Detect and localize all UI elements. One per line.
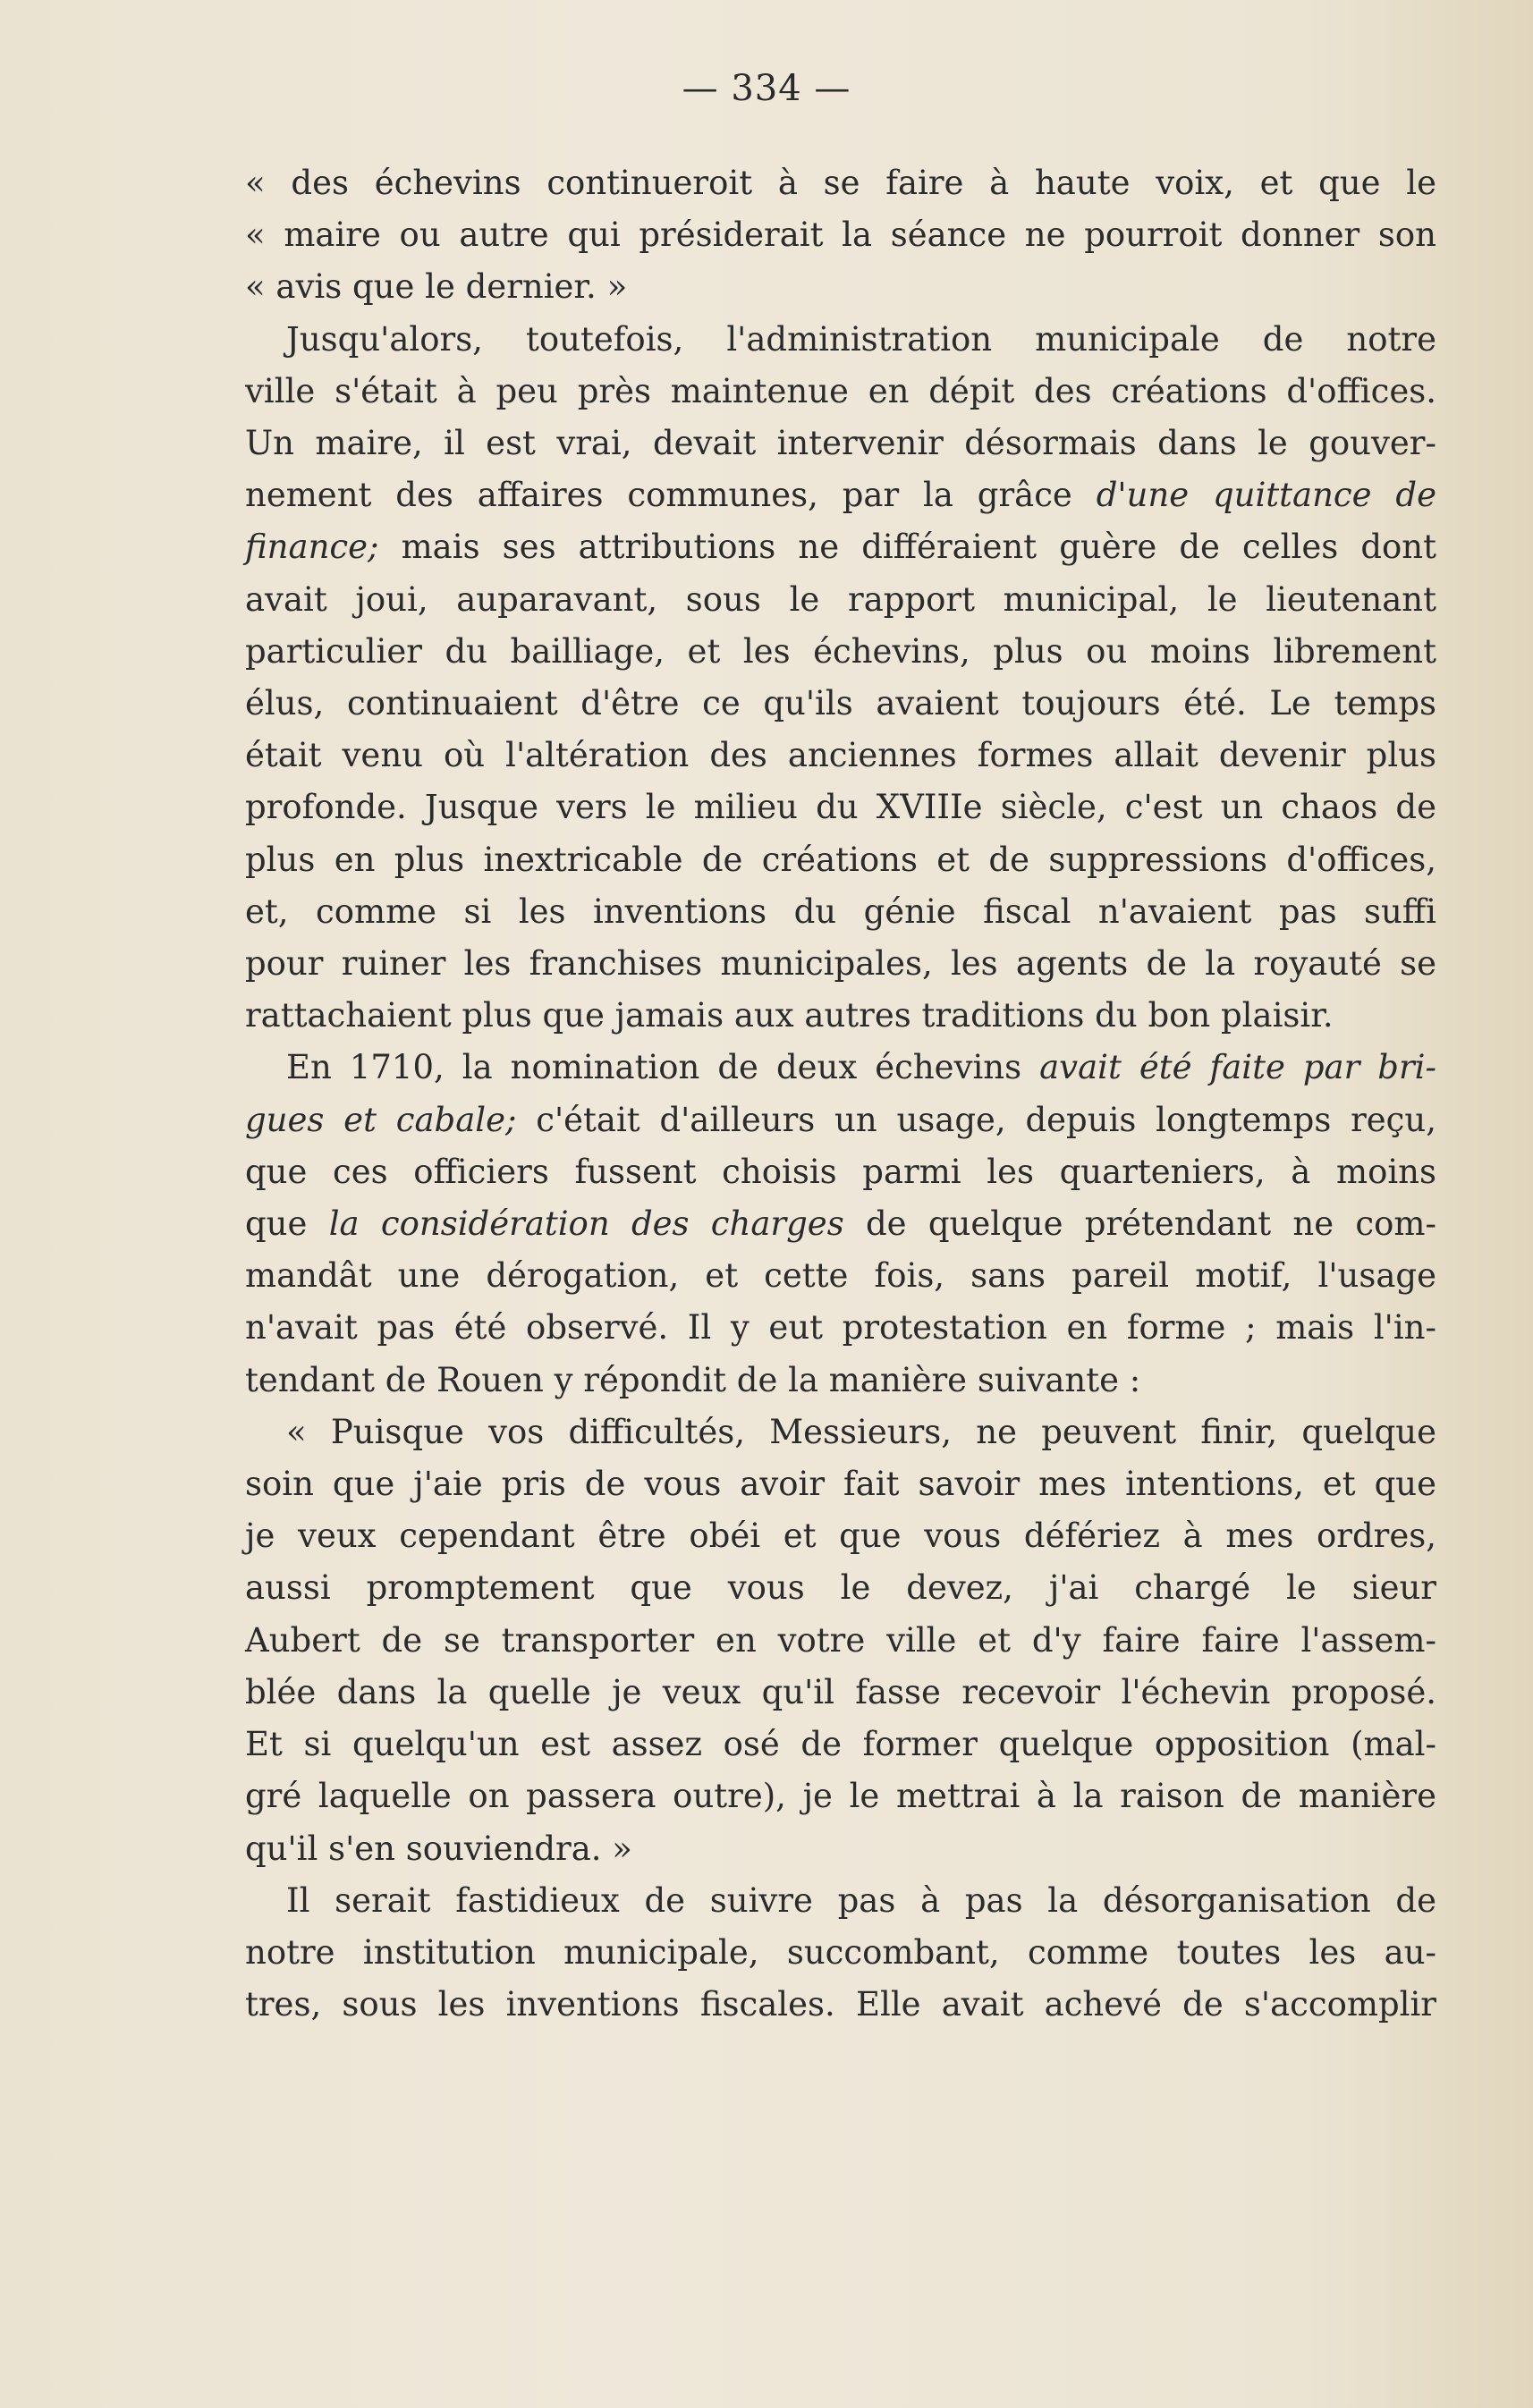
text-line — [245, 834, 1436, 886]
text-line — [245, 1458, 1436, 1510]
text-span: je veux cependant être obéi et que vous défériez à mes ordres, — [245, 1517, 1436, 1556]
text-span: n'avait pas été observé. Il y eut protestation en forme ; mais l'in- — [245, 1308, 1436, 1348]
text-line — [245, 1146, 1436, 1198]
text-span: particulier du bailliage, et les échevins, plus ou moins librement — [245, 631, 1436, 671]
text-line — [245, 1927, 1436, 1979]
text-line — [245, 314, 1436, 366]
text-span: avait joui, auparavant, sous le rapport municipal, le lieutenant — [245, 579, 1436, 619]
text-span: mandât une dérogation, et cette fois, sans pareil motif, l'usage — [245, 1256, 1436, 1296]
text-span: nement des affaires communes, par la grâce — [245, 476, 1097, 515]
text-line — [245, 1302, 1436, 1354]
text-span: tres, sous les inventions fiscales. Elle avait achevé de s'accomplir — [245, 1985, 1436, 2024]
text-span: et, comme si les inventions du génie fiscal n'avaient pas suffi — [245, 891, 1436, 931]
text-span: Aubert de se transporter en votre ville et d'y faire faire l'assem- — [245, 1620, 1436, 1660]
text-line — [245, 1510, 1436, 1562]
text-span: pour ruiner les franchises municipales, les agents de la royauté se — [245, 944, 1436, 984]
text-span: tendant de Rouen y répondit de la manière suivante : — [245, 1360, 1141, 1399]
text-span: Il serait fastidieux de suivre pas à pas la désorganisation de — [286, 1880, 1436, 1920]
text-line — [245, 626, 1436, 678]
text-line — [245, 1094, 1436, 1146]
text-span: gré laquelle on passera outre), je le mettrai à la raison de manière — [245, 1777, 1436, 1816]
text-line — [245, 730, 1436, 782]
text-span: élus, continuaient d'être ce qu'ils avaient toujours été. Le temps — [245, 684, 1436, 723]
text-line — [245, 574, 1436, 626]
text-line — [245, 938, 1436, 990]
text-span: aussi promptement que vous le devez, j'ai chargé le sieur — [245, 1568, 1436, 1608]
text-line — [245, 1719, 1436, 1770]
italic-text: finance; — [245, 528, 379, 567]
text-line — [245, 1875, 1436, 1927]
text-line — [245, 521, 1436, 573]
text-line — [245, 990, 1436, 1042]
text-span: ville s'était à peu près maintenue en dépit des créations d'offices. — [245, 371, 1436, 410]
text-line — [245, 886, 1436, 938]
text-span: que — [245, 1204, 329, 1244]
text-line — [245, 1198, 1436, 1250]
text-span: « maire ou autre qui présiderait la séance ne pourroit donner son — [245, 215, 1436, 255]
italic-text: la considération des charges — [328, 1204, 844, 1244]
text-span: blée dans la quelle je veux qu'il fasse recevoir l'échevin proposé. — [245, 1672, 1436, 1711]
text-line — [245, 782, 1436, 833]
text-span: profonde. Jusque vers le milieu du XVIIIe siècle, c'est un chaos de — [245, 788, 1436, 827]
text-line — [245, 1823, 1436, 1875]
text-line — [245, 1562, 1436, 1614]
text-span: était venu où l'altération des anciennes formes allait devenir plus — [245, 736, 1436, 775]
italic-text: d'une quittance de — [1096, 476, 1437, 515]
text-span: Et si quelqu'un est assez osé de former quelque opposition (mal- — [245, 1725, 1436, 1764]
text-span: plus en plus inextricable de créations et de suppressions d'offices, — [245, 840, 1436, 879]
text-span: Un maire, il est vrai, devait intervenir désormais dans le gouver- — [245, 424, 1436, 463]
text-span: soin que j'aie pris de vous avoir fait savoir mes intentions, et que — [245, 1465, 1436, 1504]
text-line — [245, 366, 1436, 418]
text-line — [245, 1355, 1436, 1407]
text-line — [245, 418, 1436, 469]
text-span: Jusqu'alors, toutefois, l'administration municipale de notre — [286, 319, 1436, 359]
text-span: qu'il s'en souviendra. » — [245, 1829, 632, 1868]
text-line — [245, 1615, 1436, 1667]
text-span: c'était d'ailleurs un usage, depuis longtemps reçu, — [516, 1100, 1436, 1139]
text-line — [245, 157, 1436, 209]
italic-text: gues et cabale; — [245, 1100, 517, 1139]
text-span: que ces officiers fussent choisis parmi les quarteniers, à moins — [245, 1152, 1436, 1191]
text-line — [245, 261, 1436, 313]
page-number: — 334 — — [682, 68, 851, 109]
text-line — [245, 1042, 1436, 1094]
text-line — [245, 1407, 1436, 1458]
italic-text: avait été faite par bri- — [1039, 1048, 1436, 1087]
text-line — [245, 678, 1436, 730]
text-span: « avis que le dernier. » — [245, 267, 628, 307]
body-text — [245, 157, 1436, 2031]
text-span: mais ses attributions ne différaient guère de celles dont — [378, 528, 1436, 567]
text-line — [245, 209, 1436, 261]
text-span: En 1710, la nomination de deux échevins — [286, 1048, 1040, 1087]
text-line — [245, 1770, 1436, 1822]
text-span: « Puisque vos difficultés, Messieurs, ne peuvent finir, quelque — [286, 1412, 1436, 1451]
text-span: notre institution municipale, succombant, comme toutes les au- — [245, 1932, 1436, 1972]
text-span: rattachaient plus que jamais aux autres traditions du bon plaisir. — [245, 996, 1334, 1035]
text-span: de quelque prétendant ne com- — [843, 1204, 1436, 1244]
text-line — [245, 1979, 1436, 2031]
text-line — [245, 1250, 1436, 1302]
text-line — [245, 469, 1436, 521]
text-span: « des échevins continueroit à se faire à haute voix, et que le — [245, 164, 1436, 202]
text-line — [245, 1667, 1436, 1719]
